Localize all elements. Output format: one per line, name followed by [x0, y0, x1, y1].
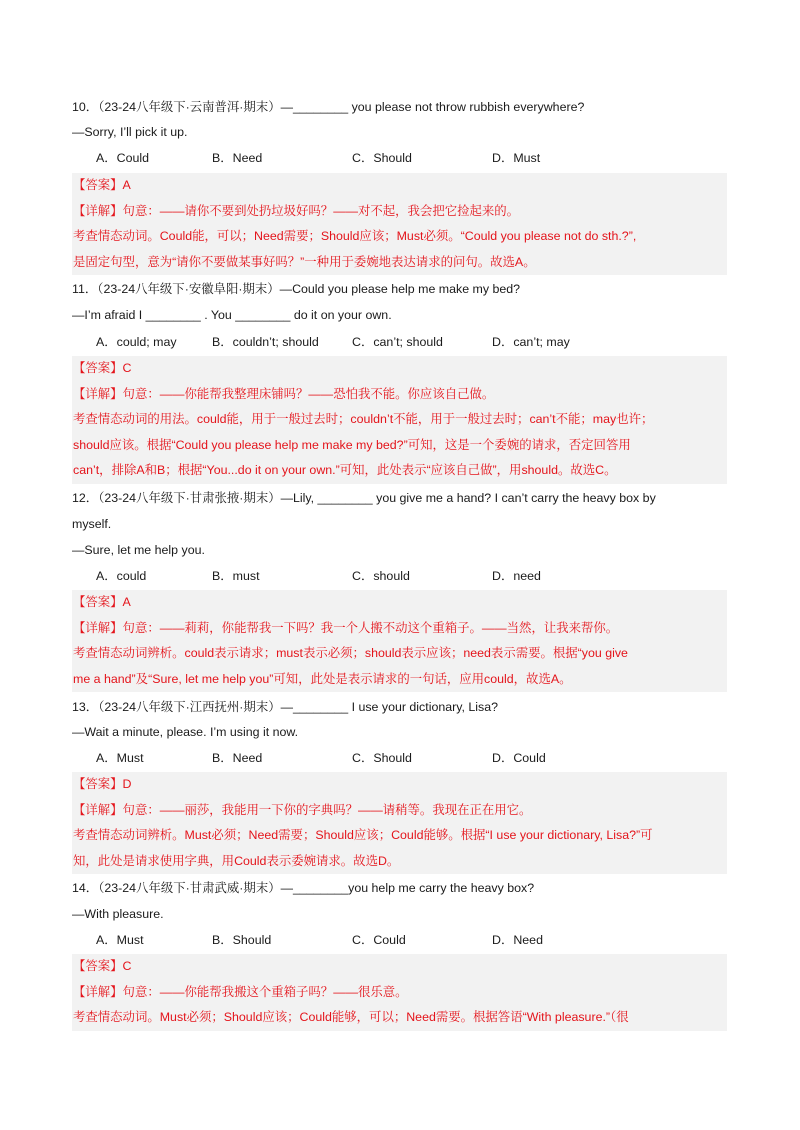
option-a: A．could; may: [96, 335, 177, 349]
explanation-line: 【详解】句意：——请你不要到处扔垃圾好吗？——对不起，我会把它捡起来的。: [73, 203, 520, 218]
option-c: C．can’t; should: [352, 335, 443, 349]
question-13-answer-block: [72, 772, 727, 874]
question-14-answer-block: [72, 954, 727, 1031]
option-b: B．Need: [212, 751, 263, 765]
option-a: A．Must: [96, 751, 144, 765]
option-b: B．Should: [212, 933, 272, 947]
answer-label: 【答案】A: [73, 178, 131, 192]
option-d: D．can’t; may: [492, 335, 570, 349]
option-c: C．Could: [352, 933, 406, 947]
question-12-answer-block: [72, 590, 727, 692]
explanation-line: 是固定句型，意为“请你不要做某事好吗？”一种用于委婉地表达请求的问句。故选A。: [73, 254, 536, 269]
option-a: A．Must: [96, 933, 144, 947]
question-11-answer-block: [72, 356, 727, 484]
option-a: A．could: [96, 569, 147, 583]
option-b: B．couldn’t; should: [212, 335, 319, 349]
question-13-stem: 13．（23-24八年级下·江西抚州·期末）—________ I use your dictionary, Lisa?: [72, 700, 499, 714]
answer-label: 【答案】A: [73, 595, 131, 609]
question-11-response: —I’m afraid I ________ . You ________ do it on your own.: [72, 308, 392, 322]
option-c: C．Should: [352, 151, 412, 165]
answer-label: 【答案】C: [73, 959, 132, 973]
explanation-line: me a hand”及“Sure, let me help you”可知，此处是表示请求的一句话，应用could，故选A。: [73, 671, 572, 686]
explanation-line: 【详解】句意：——莉莉，你能帮我一下吗？我一个人搬不动这个重箱子。——当然，让我来帮你。: [73, 620, 619, 635]
answer-label: 【答案】D: [73, 777, 132, 791]
explanation-line: 考查情态动词。Must必须；Should应该；Could能够，可以；Need需要。根据答语“With pleasure.”（很: [73, 1010, 629, 1024]
explanation-line: 考查情态动词辨析。could表示请求；must表示必须；should表示应该；need表示需要。根据“you give: [73, 646, 628, 660]
question-10-response: —Sorry, I’ll pick it up.: [72, 125, 188, 139]
option-d: D．need: [492, 569, 541, 583]
explanation-line: 【详解】句意：——你能帮我整理床铺吗？——恐怕我不能。你应该自己做。: [73, 386, 495, 401]
option-c: C．should: [352, 569, 410, 583]
option-a: A．Could: [96, 151, 150, 165]
question-12-stem-continued: myself.: [72, 517, 112, 531]
question-13-response: —Wait a minute, please. I’m using it now.: [72, 725, 299, 739]
question-14-stem: 14．（23-24八年级下·甘肃武威·期末）—________you help me carry the heavy box?: [72, 881, 535, 895]
answer-label: 【答案】C: [73, 361, 132, 375]
question-10-stem: 10．（23-24八年级下·云南普洱·期末）—________ you please not throw rubbish everywhere?: [72, 100, 585, 114]
explanation-line: can’t，排除A和B；根据“You...do it on your own.”可知，此处表示“应该自己做”，用should。故选C。: [73, 463, 617, 477]
option-b: B．Need: [212, 151, 263, 165]
explanation-line: 【详解】句意：——你能帮我搬这个重箱子吗？——很乐意。: [73, 984, 408, 999]
explanation-line: 考查情态动词的用法。could能，用于一般过去时；couldn’t不能，用于一般过去时；can’t不能；may也许；: [73, 412, 654, 426]
question-10-answer-block: [72, 173, 727, 275]
explanation-line: 【详解】句意：——丽莎，我能用一下你的字典吗？——请稍等。我现在正在用它。: [73, 802, 532, 817]
option-b: B．must: [212, 569, 260, 583]
question-12-response: —Sure, let me help you.: [72, 543, 205, 557]
option-d: D．Could: [492, 751, 546, 765]
option-d: D．Must: [492, 151, 541, 165]
option-d: D．Need: [492, 933, 543, 947]
question-11-stem: 11．（23-24八年级下·安徽阜阳·期末）—Could you please help me make my bed?: [72, 282, 521, 296]
explanation-line: 考查情态动词辨析。Must必须；Need需要；Should应该；Could能够。根据“I use your dictionary, Lisa?”可: [73, 828, 653, 842]
explanation-line: should应该。根据“Could you please help me make my bed?”可知，这是一个委婉的请求，否定回答用: [73, 437, 631, 452]
explanation-line: 知，此处是请求使用字典，用Could表示委婉请求。故选D。: [73, 853, 400, 868]
question-12-stem: 12．（23-24八年级下·甘肃张掖·期末）—Lily, ________ you give me a hand? I can’t carry the heavy box by: [72, 491, 656, 505]
question-14-response: —With pleasure.: [72, 907, 164, 921]
explanation-line: 考查情态动词。Could能，可以；Need需要；Should应该；Must必须。“Could you please not do sth.?”,: [73, 229, 637, 243]
option-c: C．Should: [352, 751, 412, 765]
